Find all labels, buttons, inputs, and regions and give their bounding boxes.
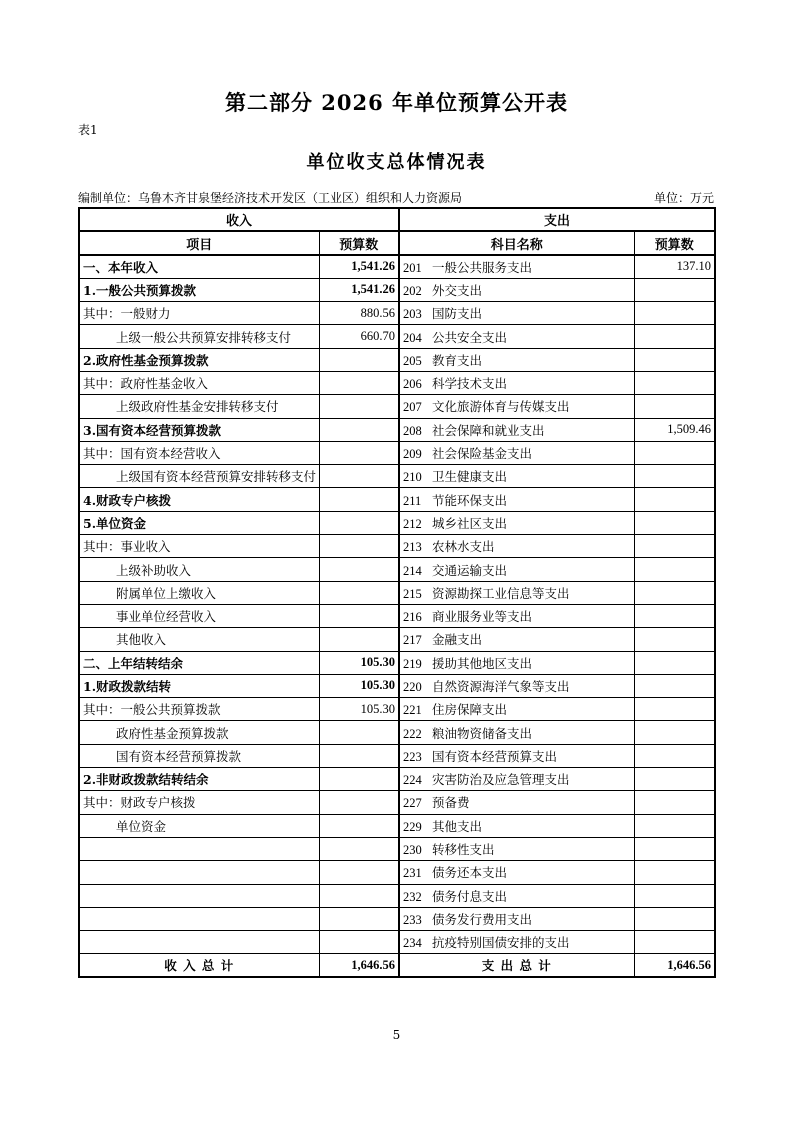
- expense-name: 住房保障支出: [432, 702, 508, 718]
- expense-amount-cell: [634, 721, 715, 744]
- table-row: [79, 698, 715, 721]
- table-row: [79, 651, 715, 674]
- column-header-item: 项目: [79, 231, 319, 255]
- table-row: [79, 278, 715, 301]
- expense-subject-cell: [399, 581, 634, 604]
- table-row: [79, 558, 715, 581]
- expense-subject-cell: [399, 255, 634, 278]
- expense-name: 社会保障和就业支出: [432, 422, 545, 438]
- expense-amount-cell: [634, 814, 715, 837]
- income-amount-cell: [319, 604, 399, 627]
- table-row: [79, 674, 715, 697]
- expense-code: 216: [403, 610, 422, 625]
- income-item-cell: 附属单位上缴收入: [79, 581, 319, 604]
- expense-code: 205: [403, 353, 422, 368]
- expense-code: 203: [403, 307, 422, 322]
- income-amount-cell: [319, 768, 399, 791]
- expense-amount-cell: [634, 441, 715, 464]
- expense-code: 204: [403, 330, 422, 345]
- page-title: 第二部分 2026 年单位预算公开表: [224, 90, 569, 115]
- expense-amount-cell: [634, 371, 715, 394]
- income-item-cell: 政府性基金预算拨款: [79, 721, 319, 744]
- table-row: [79, 907, 715, 930]
- expense-name: 卫生健康支出: [432, 469, 508, 485]
- table-row: [79, 628, 715, 651]
- income-item-cell: 2.政府性基金预算拨款: [79, 348, 319, 371]
- income-amount-cell: [319, 744, 399, 767]
- expense-subject-cell: [399, 651, 634, 674]
- expense-code: 209: [403, 447, 422, 462]
- expense-code: 222: [403, 726, 422, 741]
- expense-subject-cell: [399, 348, 634, 371]
- table-row: [79, 465, 715, 488]
- expense-code: 219: [403, 656, 422, 671]
- expense-subject-cell: [399, 465, 634, 488]
- expense-code: 208: [403, 423, 422, 438]
- income-item-cell: 国有资本经营预算拨款: [79, 744, 319, 767]
- expense-subject-cell: [399, 395, 634, 418]
- expense-name: 抗疫特别国债安排的支出: [432, 935, 570, 951]
- expense-code: 212: [403, 516, 422, 531]
- income-amount-cell: [319, 884, 399, 907]
- income-amount-cell: [319, 791, 399, 814]
- expense-amount-cell: [634, 698, 715, 721]
- expense-subject-cell: [399, 488, 634, 511]
- income-amount-cell: [319, 465, 399, 488]
- income-amount-cell: 1,541.26: [319, 278, 399, 301]
- income-amount-cell: [319, 371, 399, 394]
- expense-amount-cell: [634, 768, 715, 791]
- expense-code: 227: [403, 796, 422, 811]
- expense-code: 233: [403, 912, 422, 927]
- expense-subject-cell: [399, 744, 634, 767]
- expense-name: 国防支出: [432, 306, 483, 322]
- expense-subject-cell: [399, 628, 634, 651]
- column-header-income-budget: 预算数: [319, 231, 399, 255]
- expense-subject-cell: [399, 674, 634, 697]
- income-item-cell: [79, 931, 319, 954]
- expense-subject-cell: [399, 302, 634, 325]
- expense-name: 科学技术支出: [432, 376, 508, 392]
- expense-name: 外交支出: [432, 282, 483, 298]
- income-amount-cell: [319, 814, 399, 837]
- table-title: 单位收支总体情况表: [306, 152, 487, 173]
- expense-name: 资源勘探工业信息等支出: [432, 585, 570, 601]
- table-meta-row: [78, 189, 714, 206]
- expense-amount-cell: [634, 348, 715, 371]
- expense-subject-cell: [399, 535, 634, 558]
- table-row: [79, 861, 715, 884]
- budget-summary-table: [78, 207, 716, 978]
- expense-code: 229: [403, 819, 422, 834]
- income-item-cell: 2.非财政拨款结转结余: [79, 768, 319, 791]
- income-amount-cell: [319, 931, 399, 954]
- expense-amount-cell: [634, 488, 715, 511]
- income-amount-cell: [319, 348, 399, 371]
- income-amount-cell: [319, 628, 399, 651]
- income-amount-cell: [319, 395, 399, 418]
- income-item-cell: 1.一般公共预算拨款: [79, 278, 319, 301]
- expense-subject-cell: [399, 768, 634, 791]
- expense-amount-cell: [634, 278, 715, 301]
- income-item-cell: [79, 884, 319, 907]
- expense-amount-cell: [634, 558, 715, 581]
- expense-subject-cell: [399, 325, 634, 348]
- expense-amount-cell: [634, 604, 715, 627]
- expense-amount-cell: [634, 744, 715, 767]
- table-row: [79, 418, 715, 441]
- income-amount-cell: 880.56: [319, 302, 399, 325]
- expense-amount-cell: [634, 395, 715, 418]
- expense-amount-cell: [634, 837, 715, 860]
- income-total-amount: 1,646.56: [319, 954, 399, 977]
- column-header-subject: 科目名称: [399, 231, 634, 255]
- expense-code: 202: [403, 283, 422, 298]
- expense-name: 援助其他地区支出: [432, 655, 533, 671]
- income-item-cell: [79, 861, 319, 884]
- expense-name: 灾害防治及应急管理支出: [432, 772, 570, 788]
- expense-group-header: 支出: [399, 208, 715, 231]
- expense-subject-cell: [399, 791, 634, 814]
- income-item-cell: 事业单位经营收入: [79, 604, 319, 627]
- expense-amount-cell: [634, 651, 715, 674]
- income-item-cell: 单位资金: [79, 814, 319, 837]
- expense-subject-cell: [399, 441, 634, 464]
- expense-name: 农林水支出: [432, 539, 495, 555]
- table-row: [79, 604, 715, 627]
- expense-amount-cell: [634, 465, 715, 488]
- expense-name: 文化旅游体育与传媒支出: [432, 399, 570, 415]
- expense-name: 教育支出: [432, 352, 483, 368]
- income-amount-cell: [319, 441, 399, 464]
- expense-code: 215: [403, 586, 422, 601]
- income-item-cell: 上级补助收入: [79, 558, 319, 581]
- income-item-cell: [79, 837, 319, 860]
- table-row: [79, 302, 715, 325]
- expense-code: 201: [403, 260, 422, 275]
- income-total-label: 收 入 总 计: [79, 954, 319, 977]
- expense-subject-cell: [399, 418, 634, 441]
- income-item-cell: 二、上年结转结余: [79, 651, 319, 674]
- expense-amount-cell: [634, 628, 715, 651]
- expense-code: 223: [403, 749, 422, 764]
- page-number: 5: [392, 1028, 401, 1042]
- table-group-header-row: [79, 208, 715, 231]
- expense-code: 210: [403, 470, 422, 485]
- table-row: [79, 371, 715, 394]
- expense-total-amount: 1,646.56: [634, 954, 715, 977]
- expense-name: 粮油物资储备支出: [432, 725, 533, 741]
- income-item-cell: [79, 907, 319, 930]
- income-item-cell: 其中：一般公共预算拨款: [79, 698, 319, 721]
- prepared-by-label: 编制单位：乌鲁木齐甘泉堡经济技术开发区（工业区）组织和人力资源局: [78, 191, 463, 205]
- expense-subject-cell: [399, 371, 634, 394]
- income-item-cell: 上级政府性基金安排转移支付: [79, 395, 319, 418]
- income-item-cell: 上级一般公共预算安排转移支付: [79, 325, 319, 348]
- expense-subject-cell: [399, 907, 634, 930]
- expense-amount-cell: 137.10: [634, 255, 715, 278]
- expense-code: 230: [403, 843, 422, 858]
- table-row: [79, 768, 715, 791]
- expense-amount-cell: [634, 931, 715, 954]
- table-row: [79, 488, 715, 511]
- expense-amount-cell: [634, 581, 715, 604]
- table-row: [79, 837, 715, 860]
- table-row: [79, 814, 715, 837]
- expense-name: 城乡社区支出: [432, 515, 508, 531]
- income-item-cell: 5.单位资金: [79, 511, 319, 534]
- income-amount-cell: [319, 861, 399, 884]
- income-group-header: 收入: [79, 208, 399, 231]
- expense-amount-cell: [634, 907, 715, 930]
- expense-code: 221: [403, 703, 422, 718]
- expense-code: 231: [403, 866, 422, 881]
- income-item-cell: 其中：财政专户核拨: [79, 791, 319, 814]
- budget-table-total: [79, 954, 715, 977]
- income-item-cell: 3.国有资本经营预算拨款: [79, 418, 319, 441]
- expense-code: 211: [403, 493, 422, 508]
- table-row: [79, 744, 715, 767]
- expense-code: 214: [403, 563, 422, 578]
- expense-amount-cell: 1,509.46: [634, 418, 715, 441]
- expense-name: 债务还本支出: [432, 865, 508, 881]
- expense-subject-cell: [399, 511, 634, 534]
- table-row: [79, 535, 715, 558]
- expense-subject-cell: [399, 837, 634, 860]
- expense-subject-cell: [399, 814, 634, 837]
- table-row: [79, 931, 715, 954]
- income-item-cell: 其中：一般财力: [79, 302, 319, 325]
- table-total-row: [79, 954, 715, 977]
- expense-subject-cell: [399, 278, 634, 301]
- expense-name: 交通运输支出: [432, 562, 508, 578]
- expense-amount-cell: [634, 302, 715, 325]
- unit-note-label: 单位：万元: [653, 191, 714, 205]
- expense-code: 224: [403, 773, 422, 788]
- expense-subject-cell: [399, 604, 634, 627]
- expense-code: 232: [403, 889, 422, 904]
- expense-amount-cell: [634, 884, 715, 907]
- income-amount-cell: 105.30: [319, 698, 399, 721]
- expense-amount-cell: [634, 325, 715, 348]
- expense-name: 自然资源海洋气象等支出: [432, 678, 570, 694]
- table-row: [79, 395, 715, 418]
- budget-table-body: [79, 255, 715, 954]
- expense-code: 234: [403, 936, 422, 951]
- expense-code: 217: [403, 633, 422, 648]
- income-item-cell: 其他收入: [79, 628, 319, 651]
- income-amount-cell: 1,541.26: [319, 255, 399, 278]
- expense-subject-cell: [399, 558, 634, 581]
- expense-amount-cell: [634, 861, 715, 884]
- expense-name: 国有资本经营预算支出: [432, 748, 558, 764]
- table-row: [79, 721, 715, 744]
- table-row: [79, 348, 715, 371]
- income-item-cell: 其中：国有资本经营收入: [79, 441, 319, 464]
- income-item-cell: 4.财政专户核拨: [79, 488, 319, 511]
- income-amount-cell: 105.30: [319, 651, 399, 674]
- income-amount-cell: [319, 907, 399, 930]
- table-row: [79, 884, 715, 907]
- expense-code: 207: [403, 400, 422, 415]
- expense-name: 债务付息支出: [432, 888, 508, 904]
- expense-subject-cell: [399, 698, 634, 721]
- expense-name: 节能环保支出: [432, 492, 508, 508]
- income-amount-cell: [319, 837, 399, 860]
- column-header-expense-budget: 预算数: [634, 231, 715, 255]
- expense-name: 社会保险基金支出: [432, 446, 533, 462]
- expense-name: 预备费: [432, 795, 470, 811]
- expense-name: 债务发行费用支出: [432, 911, 533, 927]
- income-amount-cell: 105.30: [319, 674, 399, 697]
- expense-subject-cell: [399, 931, 634, 954]
- income-amount-cell: [319, 418, 399, 441]
- income-item-cell: 1.财政拨款结转: [79, 674, 319, 697]
- expense-amount-cell: [634, 535, 715, 558]
- table-row: [79, 581, 715, 604]
- expense-name: 商业服务业等支出: [432, 609, 533, 625]
- table-row: [79, 325, 715, 348]
- table-row: [79, 255, 715, 278]
- expense-subject-cell: [399, 861, 634, 884]
- expense-amount-cell: [634, 511, 715, 534]
- income-amount-cell: [319, 581, 399, 604]
- income-amount-cell: 660.70: [319, 325, 399, 348]
- expense-amount-cell: [634, 674, 715, 697]
- income-amount-cell: [319, 511, 399, 534]
- table-column-header-row: [79, 231, 715, 255]
- expense-code: 206: [403, 377, 422, 392]
- income-item-cell: 上级国有资本经营预算安排转移支付: [79, 465, 319, 488]
- income-amount-cell: [319, 488, 399, 511]
- income-amount-cell: [319, 721, 399, 744]
- income-item-cell: 一、本年收入: [79, 255, 319, 278]
- expense-code: 220: [403, 679, 422, 694]
- expense-amount-cell: [634, 791, 715, 814]
- table-row: [79, 441, 715, 464]
- expense-subject-cell: [399, 721, 634, 744]
- expense-name: 金融支出: [432, 632, 483, 648]
- expense-name: 其他支出: [432, 818, 483, 834]
- expense-total-label: 支 出 总 计: [399, 954, 634, 977]
- table-row: [79, 791, 715, 814]
- expense-name: 转移性支出: [432, 842, 495, 858]
- income-amount-cell: [319, 558, 399, 581]
- expense-name: 公共安全支出: [432, 329, 508, 345]
- income-item-cell: 其中：事业收入: [79, 535, 319, 558]
- table-number-label: 表1: [78, 123, 98, 137]
- expense-name: 一般公共服务支出: [432, 259, 533, 275]
- expense-code: 213: [403, 540, 422, 555]
- expense-subject-cell: [399, 884, 634, 907]
- income-item-cell: 其中：政府性基金收入: [79, 371, 319, 394]
- income-amount-cell: [319, 535, 399, 558]
- table-row: [79, 511, 715, 534]
